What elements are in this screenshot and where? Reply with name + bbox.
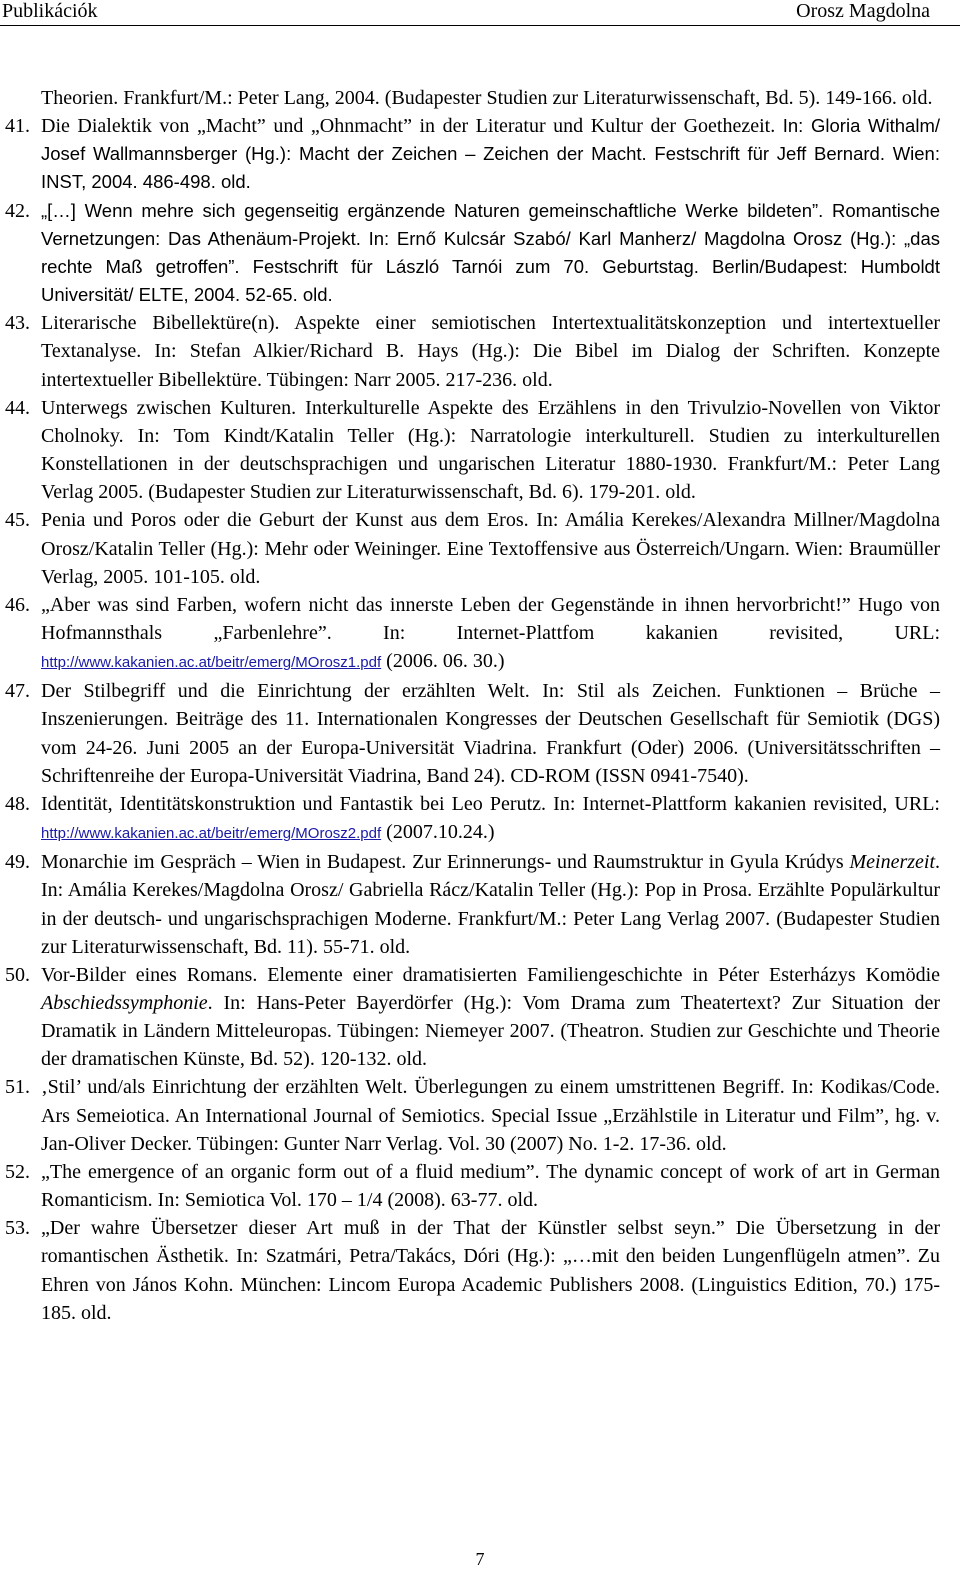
entry-number: 45. — [5, 509, 30, 532]
page-number: 7 — [475, 1549, 485, 1569]
publication-entry-41 — [0, 112, 960, 196]
publication-entry-42 — [0, 197, 960, 310]
entry-number: 49. — [5, 851, 30, 874]
entry-text-rest: . In: Amália Kerekes/Magdolna Orosz/ Gabriella Rácz/Katalin Teller (Hg.): Pop in Prosa. Erzählte Populärkultur in der deutsch- und ungarischsprachigen Moderne. Frankfurt/M.: Peter Lang Verlag 2007. (Budapester Studien zur Literaturwissenschaft, Bd. 11). 55-71. old. — [41, 851, 940, 958]
entry-number: 48. — [5, 792, 30, 815]
entry-number: 44. — [5, 396, 30, 419]
entry-text: Monarchie im Gespräch – Wien in Budapest. Zur Erinnerungs- und Raumstruktur in Gyula Krúdys — [41, 851, 850, 874]
publication-entry-46 — [0, 591, 960, 677]
entry-text: Theorien. Frankfurt/M.: Peter Lang, 2004. (Budapester Studien zur Literaturwissenschaft, Bd. 5). 149-166. old. — [41, 87, 933, 109]
entry-text: Unterwegs zwischen Kulturen. Interkulturelle Aspekte des Erzählens in den Trivulzio-Novellen von Viktor Cholnoky. In: Tom Kindt/Katalin Teller (Hg.): Narratologie interkulturell. Studien zu interkulturellen Konstellationen in der deutschsprachigen und ungarischen Literatur 1880-1930. Frankfurt/M.: Peter Lang Verlag 2005. (Budapester Studien zur Literaturwissenschaft, Bd. 6). 179-201. old. — [41, 396, 940, 504]
entry-number: 46. — [5, 593, 30, 616]
entry-date: (2007.10.24.) — [381, 821, 495, 844]
publication-entry-47 — [0, 677, 960, 790]
entry-text: „The emergence of an organic form out of a fluid medium”. The dynamic concept of work of art in German Romanticism. In: Semiotica Vol. 170 – 1/4 (2008). 63-77. old. — [41, 1160, 940, 1212]
publication-entry-49 — [0, 848, 960, 961]
header-section-title: Publikációk — [2, 0, 98, 22]
entry-text: Vor-Bilder eines Romans. Elemente einer dramatisierten Familiengeschichte in Péter Esterházys Komödie — [41, 963, 940, 986]
entry-text: „Der wahre Übersetzer dieser Art muß in der That der Künstler selbst seyn.” Die Übersetzung in der romantischen Ästhetik. In: Szatmári, Petra/Takács, Dóri (Hg.): „…mit den beiden Lungenflügeln atmen”. Zu Ehren von János Kohn. München: Lincom Europa Academic Publishers 2008. (Linguistics Edition, 70.) 175-185. old. — [41, 1217, 940, 1324]
entry-number: 43. — [5, 312, 30, 335]
entry-text: Die Dialektik von „Macht” und „Ohnmacht” in der Literatur und Kultur der Goethezeit. — [41, 115, 783, 138]
publication-entry-51 — [0, 1073, 960, 1157]
entry-text: ‚Stil’ und/als Einrichtung der erzählten Welt. Überlegungen zu einem umstrittenen Begriff. In: Kodikas/Code. Ars Semeiotica. An International Journal of Semiotics. Special Issue „Erzählstile in Literatur und Film”, hg. v. Jan-Oliver Decker. Tübingen: Gunter Narr Verlag. Vol. 30 (2007) No. 1-2. 17-36. old. — [41, 1076, 940, 1155]
entry-number: 53. — [5, 1217, 30, 1240]
entry-number: 47. — [5, 680, 30, 703]
publication-entry-continued — [0, 84, 960, 112]
publication-entry-50 — [0, 961, 960, 1074]
pdf-link[interactable]: http://www.kakanien.ac.at/beitr/emerg/MOrosz2.pdf — [41, 825, 382, 843]
publication-list — [0, 84, 960, 1327]
entry-text-sans: In: Gloria Withalm/ Josef Wallmannsberger (Hg.): Macht der Zeichen – Zeichen der Macht. Festschrift für Jeff Bernard. Wien: INST, 2004. 486-498. old. — [41, 115, 940, 193]
page-header — [0, 0, 960, 22]
entry-text: Der Stilbegriff und die Einrichtung der erzählten Welt. In: Stil als Zeichen. Funktionen – Brüche – Inszenierungen. Beiträge des 11. Internationalen Kongresses der Deutschen Gesellschaft für Semiotik (DGS) vom 24-26. Juni 2005 an der Europa-Universität Viadrina. Frankfurt (Oder) 2006. (Universitätsschriften – Schriftenreihe der Europa-Universität Viadrina, Band 24). CD-ROM (ISSN 0941-7540). — [41, 680, 940, 787]
publication-entry-52 — [0, 1158, 960, 1214]
entry-number: 50. — [5, 963, 30, 986]
entry-text-rest: . In: Hans-Peter Bayerdörfer (Hg.): Vom Drama zum Theatertext? Zur Situation der Dramatik in Ländern Mitteleuropas. Tübingen: Niemeyer 2007. (Theatron. Studien zur Geschichte und Theorie der dramatischen Künste, Bd. 52). 120-132. old. — [41, 992, 940, 1071]
header-divider — [0, 25, 960, 26]
entry-text: Literarische Bibellektüre(n). Aspekte einer semiotischen Intertextualitätskonzeption und intertextueller Textanalyse. In: Stefan Alkier/Richard B. Hays (Hg.): Die Bibel im Dialog der Schriften. Konzepte intertextueller Bibellektüre. Tübingen: Narr 2005. 217-236. old. — [41, 312, 940, 391]
pdf-link[interactable]: http://www.kakanien.ac.at/beitr/emerg/MOrosz1.pdf — [41, 654, 382, 672]
publication-entry-45 — [0, 506, 960, 590]
entry-date: (2006. 06. 30.) — [381, 650, 505, 673]
publication-entry-48 — [0, 790, 960, 848]
entry-text: „[…] Wenn mehre sich gegenseitig ergänzende Naturen gemeinschaftliche Werke bildeten”. Romantische Vernetzungen: Das Athenäum-Projekt. In: Ernő Kulcsár Szabó/ Karl Manherz/ Magdolna Orosz (Hg.): „das rechte Maß getroffen”. Festschrift für László Tarnói zum 70. Geburtstag. Berlin/Budapest: Humboldt Universität/ ELTE, 2004. 52-65. old. — [41, 199, 940, 306]
entry-text: Penia und Poros oder die Geburt der Kunst aus dem Eros. In: Amália Kerekes/Alexandra Millner/Magdolna Orosz/Katalin Teller (Hg.): Mehr oder Weininger. Eine Textoffensive aus Österreich/Ungarn. Wien: Braumüller Verlag, 2005. 101-105. old. — [41, 509, 940, 588]
entry-number: 42. — [5, 199, 30, 222]
entry-text: „Aber was sind Farben, wofern nicht das innerste Leben der Gegenstände in ihnen hervorbricht!” Hugo von Hofmannsthals „Farbenlehre”. In: Internet-Plattfom kakanien revisited, URL: — [41, 593, 940, 644]
entry-number: 41. — [5, 115, 30, 138]
entry-italic-title: Abschiedssymphonie — [41, 992, 208, 1014]
entry-number: 51. — [5, 1076, 30, 1099]
entry-italic-title: Meinerzeit — [849, 851, 935, 874]
header-author-name: Orosz Magdolna — [796, 0, 930, 22]
publication-entry-43 — [0, 309, 960, 393]
entry-number: 52. — [5, 1160, 30, 1183]
publication-entry-53 — [0, 1214, 960, 1327]
entry-text: Identität, Identitätskonstruktion und Fantastik bei Leo Perutz. In: Internet-Plattform kakanien revisited, URL: — [41, 792, 940, 815]
publication-entry-44 — [0, 394, 960, 507]
